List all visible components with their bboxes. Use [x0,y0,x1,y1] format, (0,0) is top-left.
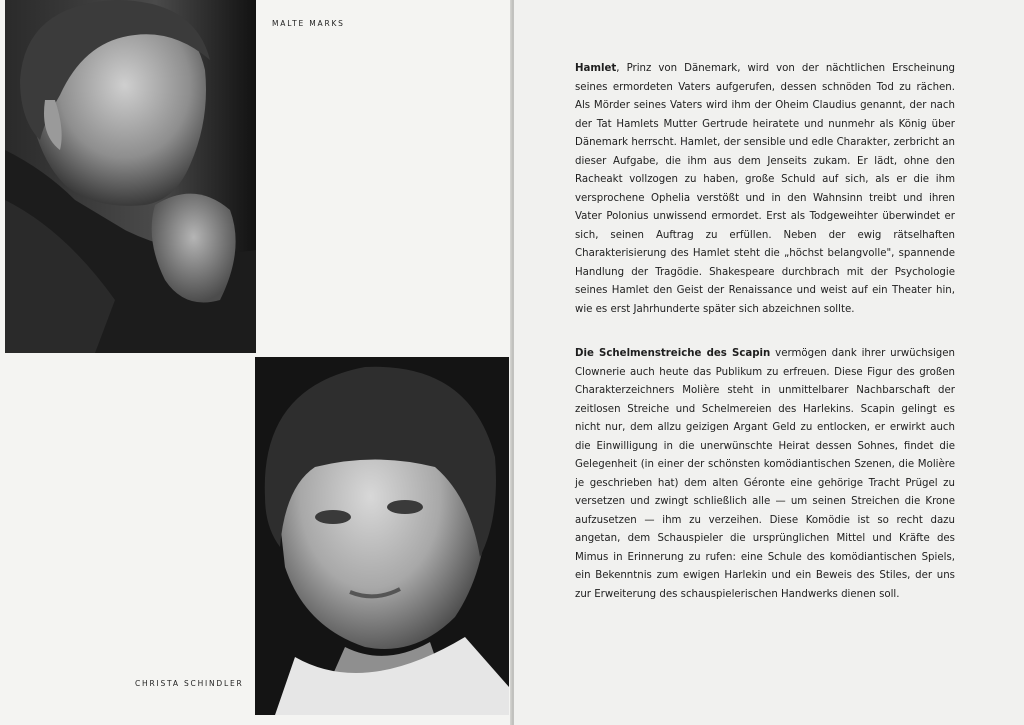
caption-malte-marks: MALTE MARKS [272,19,345,28]
paragraph-scapin-body: vermögen dank ihrer urwüchsigen Clownerie auch heute das Publikum zu erfreuen. Diese Figur des großen Charakterzeichners Molière steht in unmittelbarer Nachbarschaft der zeitlosen Streiche und Schelmereien des Harlekins. Scapin gelingt es nicht nur, dem allzu geizigen Argant Geld zu entlocken, er erwirkt auch die Einwilligung in die unerwünschte Heirat dessen Sohnes, findet die Gelegenheit (in einer der schönsten komödiantischen Szenen, die Molière je geschrieben hat) dem alten Géronte eine gehörige Tracht Prügel zu versetzen und zwingt schließlich alle — um seinen Streichen die Krone aufzusetzen — ihm zu verzeihen. Diese Komödie ist so recht dazu angetan, dem Schauspieler die ursprünglichen Mittel und Kräfte des Mimus in Erinnerung zu rufen: eine Schule des komödiantischen Spiels, ein Bekenntnis zum ewigen Harlekin und ein Beweis des Stiles, der uns zur Erweiterung des schauspielerischen Handwerks dienen soll. [575,348,955,600]
paragraph-hamlet-title: Hamlet [575,63,617,74]
paragraph-scapin [575,345,955,604]
caption-christa-schindler: CHRISTA SCHINDLER [135,679,244,688]
portrait-photo-malte-marks [5,0,256,353]
portrait-photo-christa-schindler [255,357,509,715]
paragraph-scapin-title: Die Schelmenstreiche des Scapin [575,348,771,359]
paragraph-hamlet [575,60,955,319]
paragraph-hamlet-body: , Prinz von Dänemark, wird von der nächtlichen Erscheinung seines ermordeten Vaters aufgerufen, dessen schnöden Tod zu rächen. Als Mörder seines Vaters wird ihm der Oheim Claudius genannt, der nach der Tat Hamlets Mutter Gertrude heiratete und nunmehr als König über Dänemark herrscht. Hamlet, der sensible und edle Charakter, zerbricht an dieser Aufgabe, die ihm aus dem Jenseits zukam. Er lädt, ohne den Racheakt vollzogen zu haben, große Schuld auf sich, als er die ihm versprochene Ophelia verstößt und in den Wahnsinn treibt und ihren Vater Polonius unwissend ermordet. Erst als Todgeweihter überwindet er sich, seinen Auftrag zu erfüllen. Neben der ewig rätselhaften Charakterisierung des Hamlet steht die „höchst belangvolle", spannende Handlung der Tragödie. Shakespeare durchbrach mit der Psychologie seines Hamlet den Geist der Renaissance und weist auf ein Theater hin, wie es erst Jahrhunderte später sich abzeichnen sollte. [575,63,955,315]
